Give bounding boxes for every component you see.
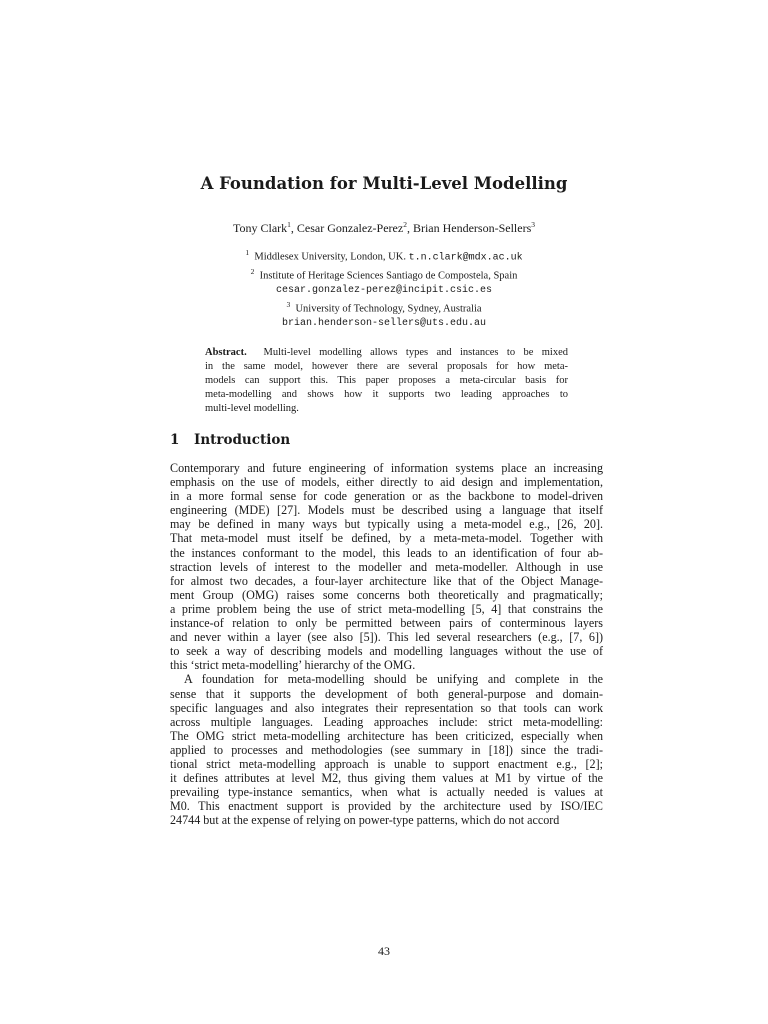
body-line: it defines attributes at level M2, thus giving them values at M1 by virtue of the (170, 771, 603, 786)
author-list (0, 220, 768, 236)
affiliation-text: Institute of Heritage Sciences Santiago de Compostela, Spain (259, 270, 518, 282)
paper-title: A Foundation for Multi-Level Modelling (200, 174, 568, 193)
affiliation-3-email-line (0, 316, 768, 331)
affiliation-email: brian.henderson-sellers@uts.edu.au (281, 317, 487, 329)
body-line: M0. This enactment support is provided by the architecture used by ISO/IEC (170, 799, 603, 814)
body-line: may be defined in many ways but typically using a meta-model e.g., [26, 20]. (170, 517, 603, 532)
body-line: across multiple languages. Leading approaches include: strict meta-modelling: (170, 714, 603, 729)
abstract (205, 346, 568, 416)
body-line: A foundation for meta-modelling should be unifying and complete in the (184, 672, 603, 687)
abstract-line: in the same model, however there are several proposals for how meta- (205, 361, 568, 373)
abstract-line: meta-modelling and shows how it supports two leading approaches to (205, 389, 568, 401)
body-line: ment Group (OMG) raises some concerns both theoretically and pragmatically; (170, 587, 603, 602)
affiliation-1 (0, 246, 768, 265)
affiliation-mark: 1 (245, 248, 250, 257)
author-name: Brian Henderson-Sellers (412, 221, 532, 235)
affiliation-3 (0, 298, 768, 316)
affiliation-email: cesar.gonzalez-perez@incipit.csic.es (275, 285, 493, 296)
body-text (170, 461, 603, 827)
body-line: emphasis on the use of models, either directly to aid design and implementation, (170, 475, 603, 490)
body-line: prevailing type-instance semantics, when what is actually needed is values at (170, 785, 603, 800)
body-line: specific languages and also integrates their representation so that tools can work (170, 700, 603, 715)
body-line: the instances conformant to the model, this leads to an identification of four ab- (170, 545, 603, 560)
abstract-text: Multi-level modelling allows types and instances to be mixed (263, 347, 569, 358)
affiliation-email: t.n.clark@mdx.ac.uk (408, 252, 523, 264)
body-line: engineering (MDE) [27]. Models must be described using a language that itself (170, 503, 603, 518)
author-separator: , (290, 221, 297, 235)
body-line: The OMG strict meta-modelling architecture has been criticized, especially when (170, 728, 603, 743)
abstract-line: multi-level modelling. (205, 403, 299, 415)
body-line: tional strict meta-modelling approach is unable to support enactment e.g., [2]; (170, 756, 603, 771)
body-line: Contemporary and future engineering of information systems place an increasing (170, 461, 603, 475)
body-line: in a more formal sense for code generation or as the backbone to model-driven (170, 489, 603, 504)
body-line: straction levels of interest to the modeller and meta-modeller. Although in use (170, 559, 603, 574)
author-mark: 3 (531, 220, 535, 229)
author-separator: , (406, 221, 413, 235)
body-line: That meta-model must itself be defined, by a meta-meta-model. Together with (170, 531, 603, 546)
author-mark: 1 (287, 220, 291, 229)
page-number: 43 (378, 944, 390, 958)
body-line: sense that it supports the development of both general-purpose and domain- (170, 686, 603, 701)
body-line: instance-of relation to only be permitted between pairs of conterminous layers (170, 616, 603, 631)
affiliation-mark: 3 (286, 299, 291, 309)
affiliation-2 (0, 265, 768, 283)
affiliation-2-email-line (0, 283, 768, 298)
section-number: 1 (170, 432, 180, 448)
affiliation-text: Middlesex University, London, UK. (254, 251, 406, 263)
body-line: 24744 but at the expense of relying on power-type patterns, which do not accord (170, 813, 560, 828)
body-line: this ‘strict meta-modelling’ hierarchy of the OMG. (170, 658, 416, 673)
body-line: for almost two decades, a four-layer architecture like that of the Object Manage- (170, 573, 603, 588)
affiliation-text: University of Technology, Sydney, Australia (295, 303, 482, 314)
abstract-line: models can support this. This paper proposes a meta-circular basis for (205, 375, 568, 387)
section-title: Introduction (194, 432, 291, 448)
affiliation-list (0, 246, 768, 330)
body-line: to seek a way of describing models and modelling languages without the use of (170, 644, 603, 659)
section-heading (170, 432, 290, 448)
abstract-line (205, 346, 568, 360)
author-name: Cesar Gonzalez-Perez (296, 221, 404, 235)
abstract-label: Abstract. (205, 347, 247, 358)
body-line: a prime problem being the use of strict meta-modelling [5, 4] that constrains the (170, 601, 603, 616)
body-line: and never within a layer (see also [5]). This led several researchers (e.g., [7, 6]) (170, 630, 603, 645)
body-line: applied to processes and methodologies (see summary in [18]) since the tradi- (170, 742, 603, 757)
author-name: Tony Clark (233, 221, 288, 235)
author-mark: 2 (403, 220, 407, 229)
affiliation-mark: 2 (250, 267, 255, 276)
